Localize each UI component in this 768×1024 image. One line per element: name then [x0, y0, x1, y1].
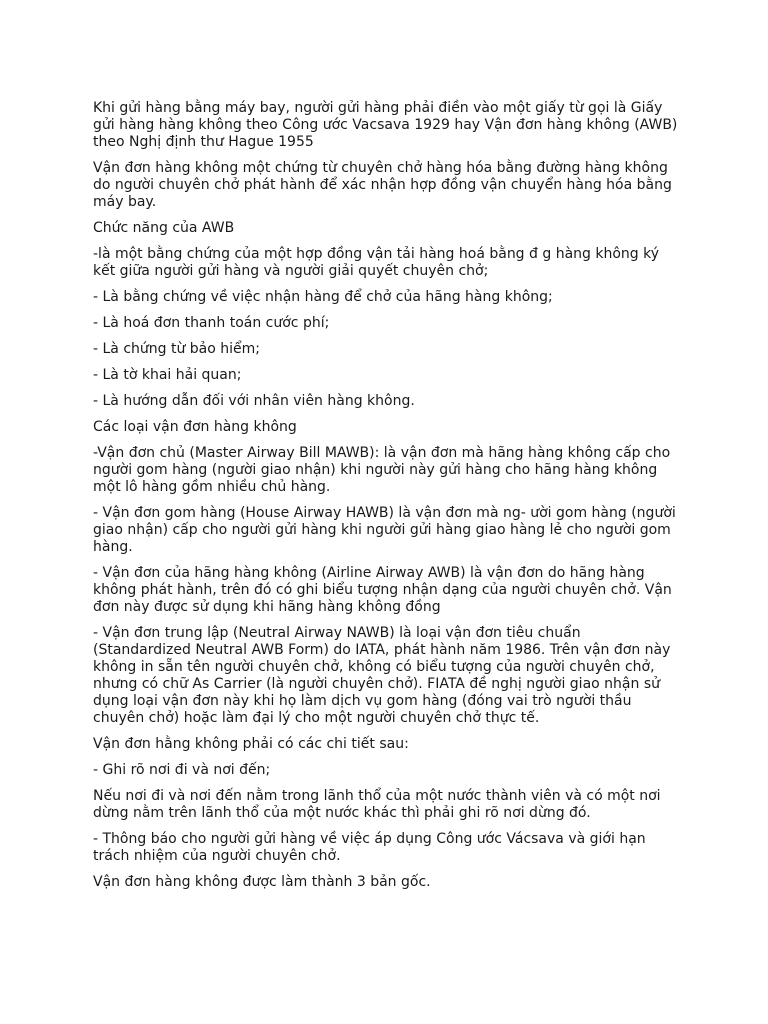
type-item-mawb: -Vận đơn chủ (Master Airway Bill MAWB): là vận đơn mà hãng hàng không cấp cho người gom hàng (người giao nhận) khi người này gửi hàng cho hãng hàng không một lô hàng gồm nhiều chủ hàng. [93, 445, 671, 495]
intro-paragraph: Khi gửi hàng bằng máy bay, người gửi hàng phải điền vào một giấy từ gọi là Giấy gửi hàng hàng không theo Công ước Vacsava 1929 hay Vận đơn hàng không (AWB) theo Nghị định thư Hague 1955 [93, 100, 678, 150]
function-item: - Là tờ khai hải quan; [93, 367, 242, 383]
function-item: - Là hoá đơn thanh toán cước phí; [93, 315, 330, 331]
detail-item: - Ghi rõ nơi đi và nơi đến; [93, 762, 271, 778]
type-item-hawb: - Vận đơn gom hàng (House Airway HAWB) là vận đơn mà ng- ười gom hàng (người giao nhận) cấp cho người gửi hàng khi người gửi hàng giao hàng lẻ cho người gom hàng. [93, 505, 676, 555]
type-item-nawb: - Vận đơn trung lập (Neutral Airway NAWB) là loại vận đơn tiêu chuẩn (Standardized Neutral AWB Form) do IATA, phát hành năm 1986. Trên vận đơn này không in sẵn tên người chuyên chở, không có biểu tượng của người chuyên chở, nhưng có chữ As Carrier (là người chuyên chở). FIATA đề nghị người giao nhận sử dụng loại vận đơn này khi họ làm dịch vụ gom hàng (đóng vai trò người thầu chuyên chở) hoặc làm đại lý cho một người chuyên chở thực tế. [93, 625, 671, 726]
function-item: -là một bằng chứng của một hợp đồng vận tải hàng hoá bằng đ g hàng không ký kết giữa người gửi hàng và người giải quyết chuyên chở; [93, 246, 660, 279]
type-item-airline-awb: - Vận đơn của hãng hàng không (Airline Airway AWB) là vận đơn do hãng hàng không phát hành, trên đó có ghi biểu tượng nhận dạng của người chuyên chở. Vận đơn này được sử dụng khi hãng hàng không đồng [93, 565, 672, 615]
section-heading-details: Vận đơn hằng không phải có các chi tiết sau: [93, 736, 409, 752]
detail-item: - Thông báo cho người gửi hàng về việc áp dụng Công ước Vácsava và giới hạn trách nhiệm của người chuyên chở. [93, 831, 646, 864]
section-heading-functions: Chức năng của AWB [93, 220, 235, 236]
closing-paragraph: Vận đơn hàng không được làm thành 3 bản gốc. [93, 874, 431, 890]
function-item: - Là bằng chứng về việc nhận hàng để chở của hãng hàng không; [93, 289, 553, 305]
definition-paragraph: Vận đơn hàng không một chứng từ chuyên chở hàng hóa bằng đường hàng không do người chuyên chở phát hành để xác nhận hợp đồng vận chuyển hàng hóa bằng máy bay. [93, 160, 672, 210]
function-item: - Là chứng từ bảo hiểm; [93, 341, 261, 357]
detail-paragraph: Nếu nơi đi và nơi đến nằm trong lãnh thổ của một nước thành viên và có một nơi dừng nằm trên lãnh thổ của một nước khác thì phải ghi rõ nơi dừng đó. [93, 788, 661, 821]
section-heading-types: Các loại vận đơn hàng không [93, 419, 297, 435]
function-item: - Là hướng dẫn đối với nhân viên hàng không. [93, 393, 415, 409]
